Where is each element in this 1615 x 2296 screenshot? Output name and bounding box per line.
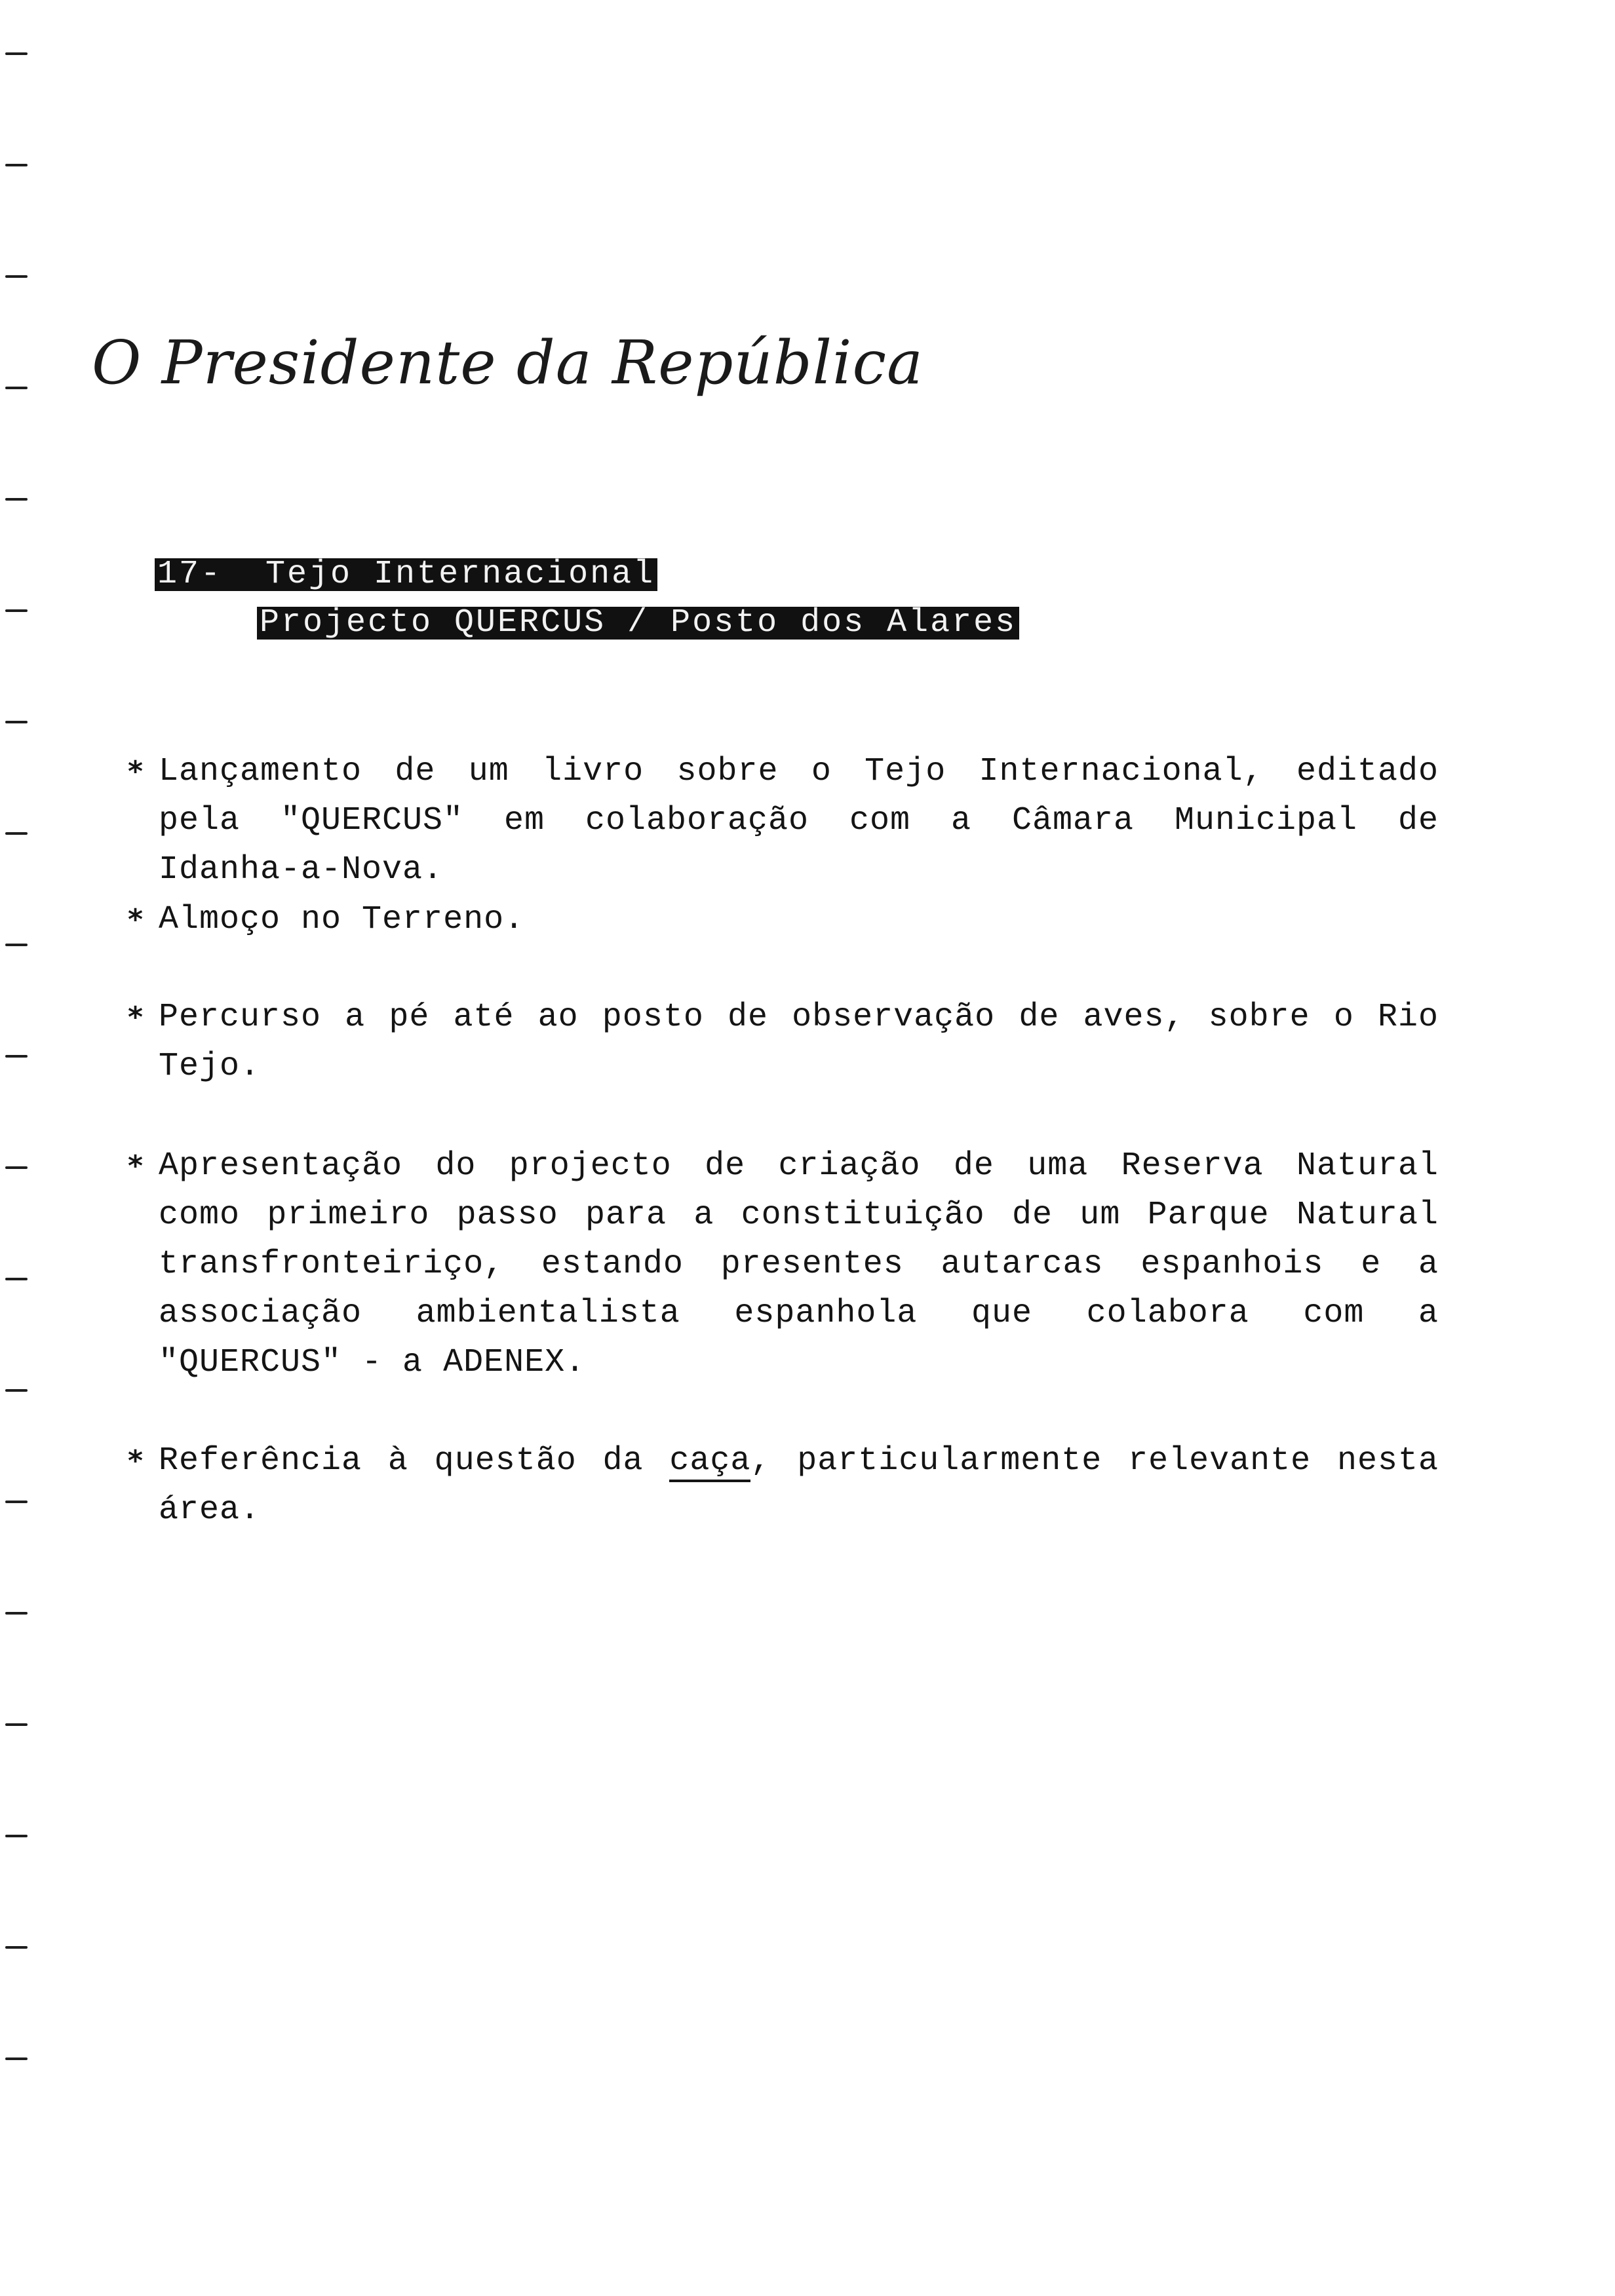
list-item-text	[159, 1436, 1439, 1535]
list-item-text: Apresentação do projecto de criação de uma Reserva Natural como primeiro passo para a constituição de um Parque Natural transfronteiriço, estando presentes autarcas espanhois e a associação ambientalista espanhola que colabora com a "QUERCUS" - a ADENEX.	[159, 1147, 1439, 1381]
margin-mark	[5, 498, 28, 501]
list-item	[128, 895, 1439, 944]
list-item	[128, 1436, 1439, 1535]
margin-mark	[5, 832, 28, 835]
margin-mark	[5, 164, 28, 166]
bullet-icon: *	[128, 1149, 144, 1183]
list-item-text: Lançamento de um livro sobre o Tejo Internacional, editado pela "QUERCUS" em colaboração com a Câmara Municipal de Idanha-a-Nova.	[159, 753, 1439, 889]
list-item	[128, 1141, 1439, 1387]
list-item	[128, 747, 1439, 894]
list-item-text-start: Referência à questão da	[159, 1442, 670, 1480]
margin-mark	[5, 1835, 28, 1837]
bullet-icon: *	[128, 1444, 144, 1478]
margin-mark	[5, 1723, 28, 1726]
bullet-icon: *	[128, 755, 144, 788]
section-heading-line2: Projecto QUERCUS / Posto dos Alares	[257, 607, 1019, 640]
underlined-word: caça	[669, 1442, 750, 1482]
margin-mark	[5, 1166, 28, 1169]
bullet-icon: *	[128, 903, 144, 936]
margin-mark	[5, 52, 28, 55]
bullet-icon: *	[128, 1001, 144, 1034]
margin-mark	[5, 1055, 28, 1058]
margin-mark	[5, 1946, 28, 1949]
list-item-text-end: , particularmente relevante nesta área.	[159, 1442, 1439, 1529]
margin-mark	[5, 1389, 28, 1392]
list-item-text: Percurso a pé até ao posto de observação de aves, sobre o Rio Tejo.	[159, 999, 1439, 1085]
margin-mark	[5, 1501, 28, 1503]
list-item-text: Almoço no Terreno.	[159, 901, 525, 938]
margin-mark	[5, 1278, 28, 1280]
letterhead-title: O Presidente da República	[92, 328, 924, 398]
margin-mark	[5, 1612, 28, 1615]
list-item	[128, 993, 1439, 1091]
margin-mark	[5, 609, 28, 612]
margin-mark	[5, 2057, 28, 2060]
margin-mark	[5, 275, 28, 278]
section-heading-line1: 17- Tejo Internacional	[155, 558, 657, 591]
margin-mark	[5, 387, 28, 389]
margin-mark	[5, 721, 28, 723]
margin-mark	[5, 944, 28, 946]
